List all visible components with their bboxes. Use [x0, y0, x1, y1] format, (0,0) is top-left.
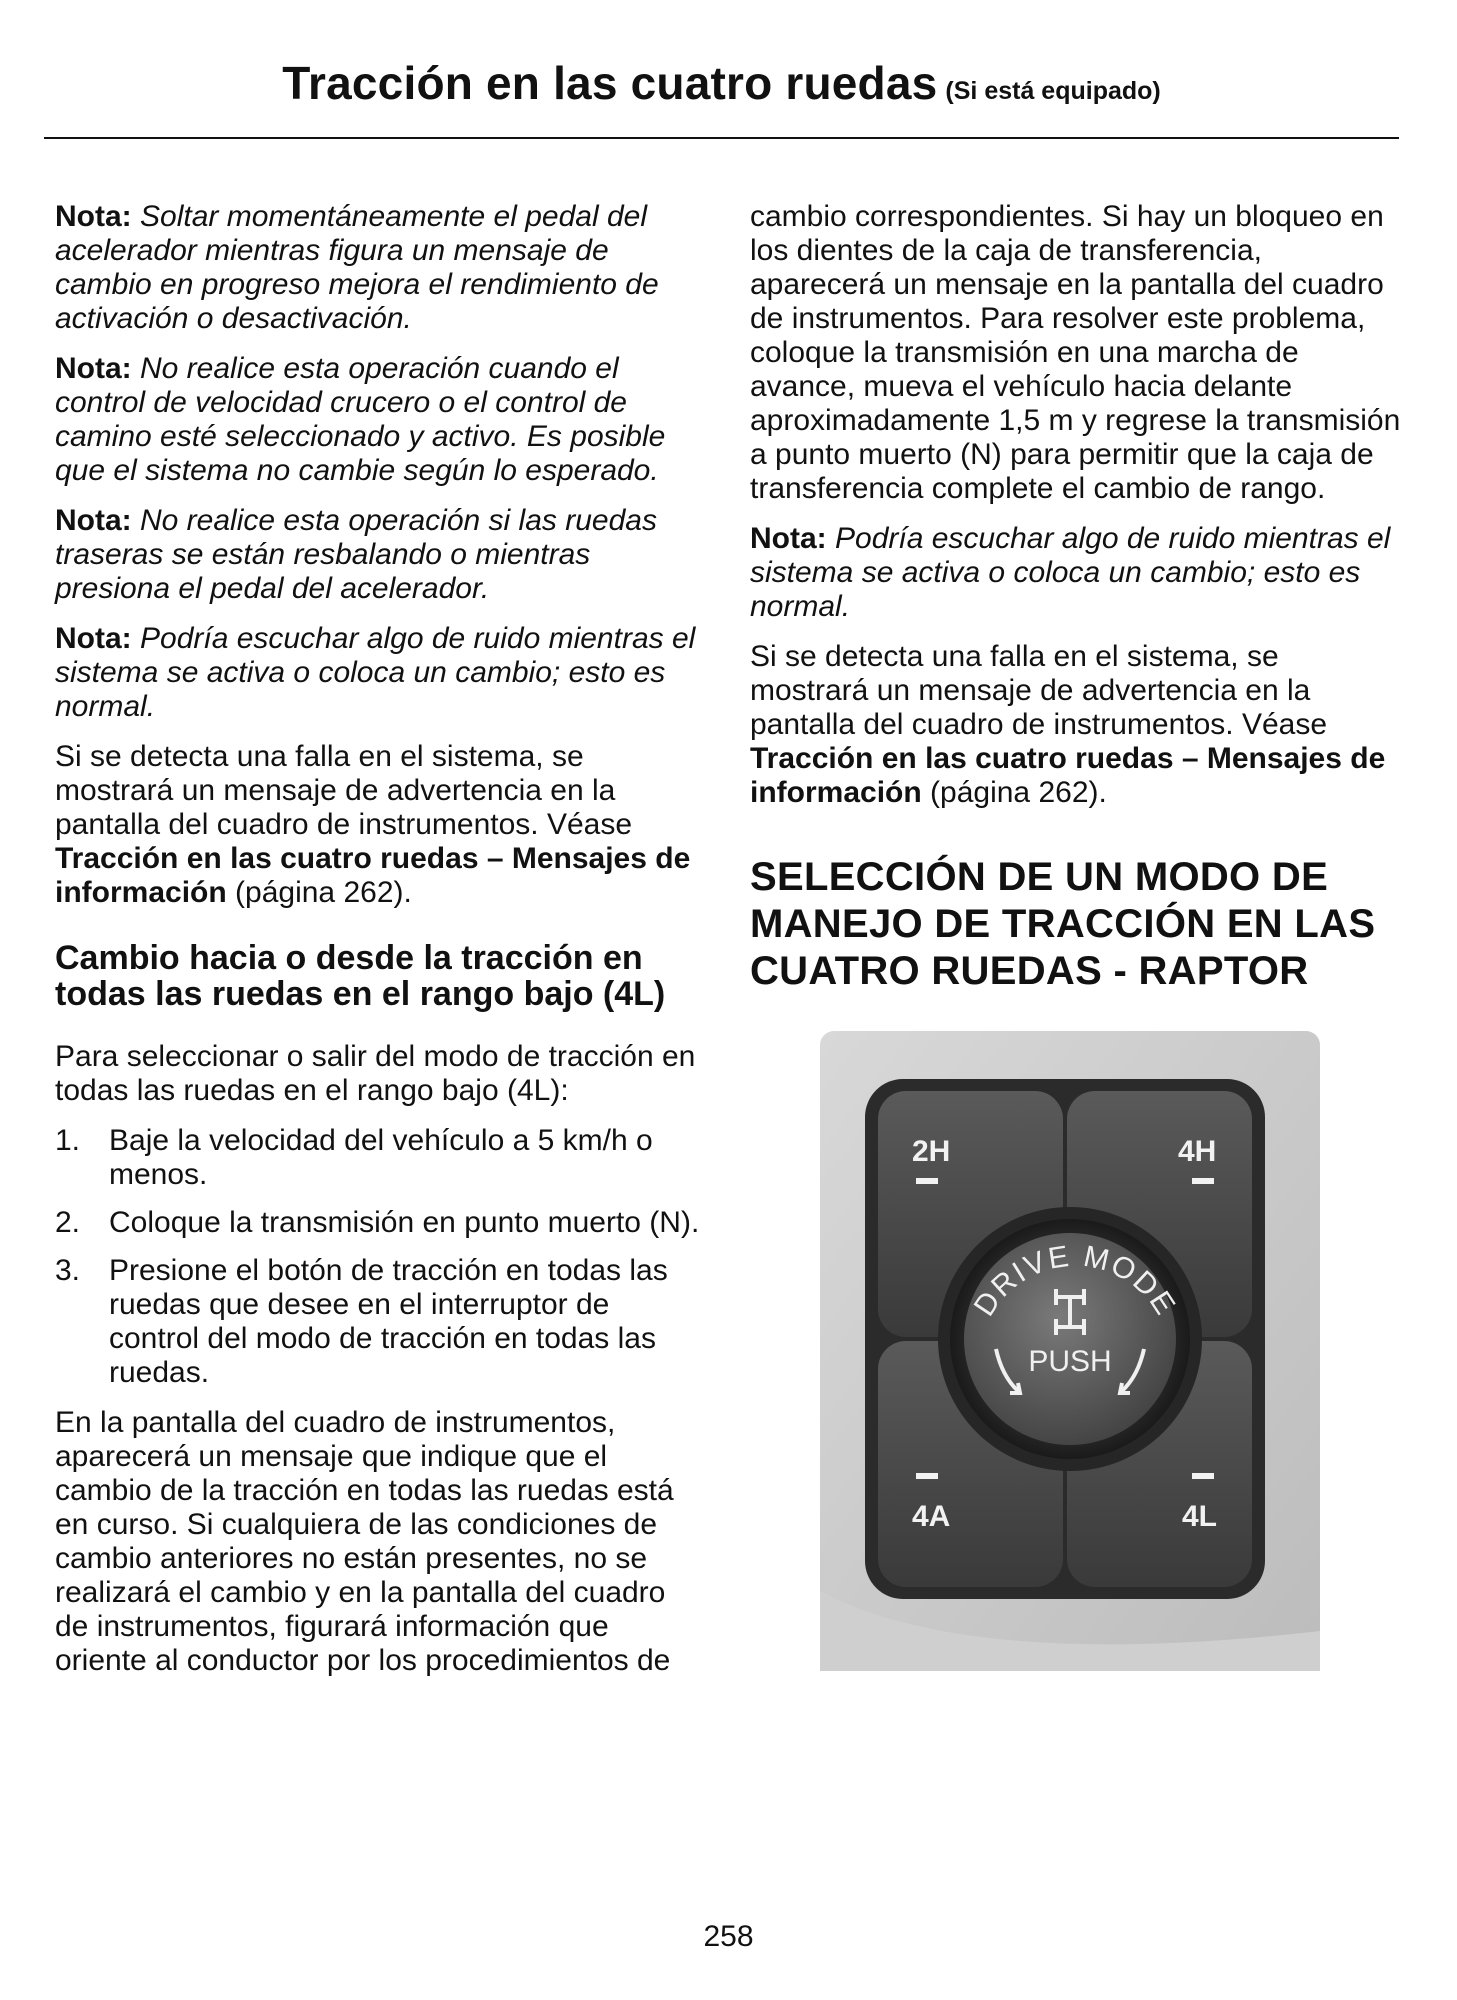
page-header: [44, 56, 1399, 110]
fault-paragraph: Si se detecta una falla en el sistema, se mostrará un mensaje de advertencia en la pantalla del cuadro de instrumentos. Véase Tracción en las cuatro ruedas – Mensajes de información (página 262).: [750, 640, 1386, 809]
closing-paragraph: En la pantalla del cuadro de instrumentos, aparecerá un mensaje que indique que el cambio de la tracción en todas las ruedas está en curso. Si cualquiera de las condiciones de cambio anteriores no están presentes, no se realizará el cambio y en la pantalla del cuadro de instrumentos, figurará información que oriente al conductor por los procedimientos de: [55, 1406, 674, 1677]
page-number: 258: [703, 1920, 754, 1953]
indicator-2h: [916, 1178, 938, 1184]
note-5: Nota: Podría escuchar algo de ruido mientras el sistema se activa o coloca un cambio; esto es normal.: [750, 522, 1391, 623]
drive-mode-switch-illustration: [820, 1031, 1320, 1671]
continuation-paragraph: cambio correspondientes. Si hay un bloqueo en los dientes de la caja de transferencia, aparecerá un mensaje en la pantalla del cuadro de instrumentos. Para resolver este problema, coloque la transmisión en una marcha de avance, mueva el vehículo hacia delante aproximadamente 1,5 m y regrese la transmisión a punto muerto (N) para permitir que la caja de transferencia complete el cambio de rango.: [750, 200, 1401, 505]
section-heading: SELECCIÓN DE UN MODO DE MANEJO DE TRACCIÓN EN LAS CUATRO RUEDAS - RAPTOR: [750, 855, 1376, 993]
cross-reference-link[interactable]: Tracción en las cuatro ruedas – Mensajes de información: [750, 742, 1386, 809]
label-4h: 4H: [1178, 1135, 1217, 1168]
note-4: Nota: Podría escuchar algo de ruido mientras el sistema se activa o coloca un cambio; esto es normal.: [55, 622, 696, 723]
left-column: [55, 200, 700, 1694]
label-4a: 4A: [912, 1500, 951, 1533]
page-title: Tracción en las cuatro ruedas: [282, 57, 938, 109]
page-subtitle: (Si está equipado): [945, 77, 1161, 105]
subheading-4l: Cambio hacia o desde la tracción en todas las ruedas en el rango bajo (4L): [55, 939, 666, 1013]
intro-paragraph: Para seleccionar o salir del modo de tracción en todas las ruedas en el rango bajo (4L):: [55, 1040, 696, 1107]
knob-label-drive-mode: DRIVE MODE: [967, 1239, 1183, 1323]
label-2h: 2H: [912, 1135, 951, 1168]
indicator-4a: [916, 1473, 938, 1479]
indicator-4l: [1192, 1473, 1214, 1479]
indicator-4h: [1192, 1178, 1214, 1184]
drive-mode-switch-figure: [820, 1031, 1320, 1671]
right-column: [750, 200, 1405, 1671]
label-4l: 4L: [1182, 1500, 1218, 1533]
list-item: 3. Presione el botón de tracción en todas las ruedas que desee en el interruptor de control del modo de tracción en todas las ruedas.: [55, 1254, 668, 1389]
note-3: Nota: No realice esta operación si las ruedas traseras se están resbalando o mientras presiona el pedal del acelerador.: [55, 504, 657, 605]
list-item: 1. Baje la velocidad del vehículo a 5 km/h o menos.: [55, 1124, 653, 1191]
fault-paragraph: Si se detecta una falla en el sistema, se mostrará un mensaje de advertencia en la pantalla del cuadro de instrumentos. Véase Tracción en las cuatro ruedas – Mensajes de información (página 262).: [55, 740, 691, 909]
note-2: Nota: No realice esta operación cuando el control de velocidad crucero o el control de camino esté seleccionado y activo. Es posible que el sistema no cambie según lo esperado.: [55, 352, 666, 487]
steps-list: [55, 1124, 700, 1390]
header-rule: [44, 137, 1399, 139]
list-item: 2. Coloque la transmisión en punto muerto (N).: [55, 1206, 700, 1239]
knob-label-push: PUSH: [1028, 1345, 1112, 1378]
note-1: Nota: Soltar momentáneamente el pedal del acelerador mientras figura un mensaje de cambio en progreso mejora el rendimiento de activación o desactivación.: [55, 200, 659, 335]
cross-reference-link[interactable]: Tracción en las cuatro ruedas – Mensajes de información: [55, 842, 691, 909]
